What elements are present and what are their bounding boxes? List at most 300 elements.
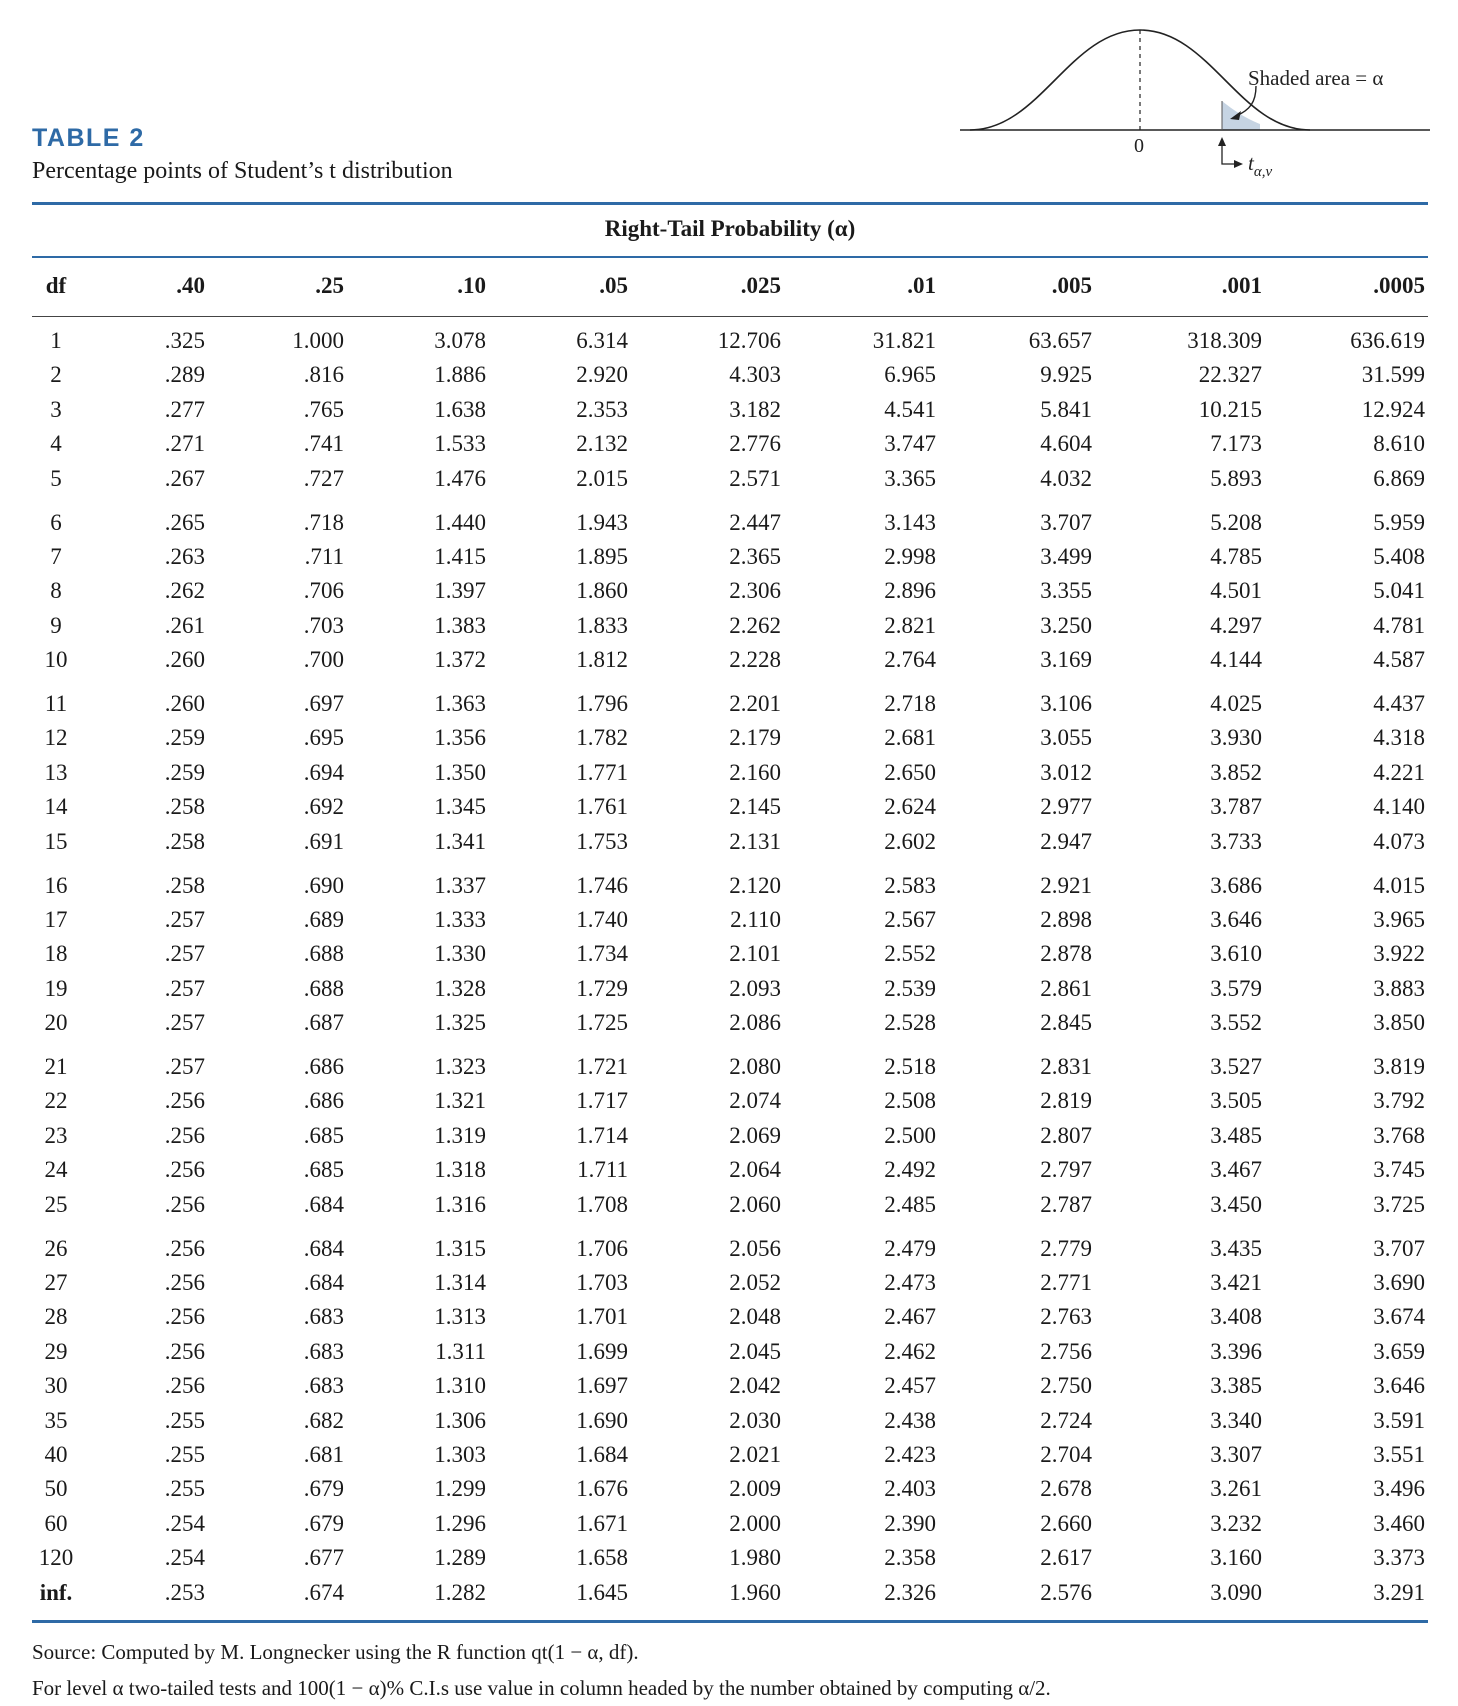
table-cell: 1.699 — [576, 1338, 628, 1364]
table-cell: 4.785 — [1210, 543, 1262, 569]
df-cell: 5 — [50, 465, 62, 491]
table-cell: 1.708 — [576, 1191, 628, 1217]
table-cell: 2.678 — [1040, 1476, 1092, 1502]
table-cell: .718 — [303, 509, 344, 535]
table-cell: 5.959 — [1373, 509, 1425, 535]
table-cell: .258 — [164, 828, 205, 854]
table-cell: 1.740 — [576, 906, 628, 932]
df-cell: 7 — [50, 543, 62, 569]
table-cell: 2.750 — [1040, 1373, 1092, 1399]
df-cell: 16 — [44, 872, 68, 898]
table-cell: .256 — [164, 1269, 205, 1295]
table-cell: .677 — [303, 1545, 344, 1571]
table-cell: .683 — [303, 1304, 344, 1330]
df-cell: 15 — [44, 828, 68, 854]
column-header-alpha: .001 — [1221, 273, 1262, 298]
table-cell: 2.787 — [1040, 1191, 1092, 1217]
table-cell: 3.551 — [1373, 1441, 1425, 1467]
table-cell: 2.009 — [729, 1476, 781, 1502]
table-cell: 1.746 — [576, 872, 628, 898]
table-cell: 2.485 — [884, 1191, 936, 1217]
table-cell: 1.533 — [434, 431, 486, 457]
table-cell: 1.299 — [434, 1476, 486, 1502]
table-cell: .261 — [164, 612, 205, 638]
table-cell: 2.518 — [884, 1054, 936, 1079]
table-cell: 2.763 — [1040, 1304, 1092, 1330]
table-cell: 3.733 — [1210, 828, 1262, 854]
column-header-alpha: .10 — [457, 273, 486, 298]
df-cell: 14 — [44, 794, 68, 820]
table-cell: 3.707 — [1040, 509, 1092, 535]
table-cell: 1.319 — [434, 1122, 486, 1148]
table-cell: 1.833 — [576, 612, 628, 638]
table-cell: 2.101 — [729, 941, 781, 967]
table-cell: 3.450 — [1210, 1191, 1262, 1217]
table-cell: 3.340 — [1210, 1407, 1262, 1433]
table-cell: 2.462 — [884, 1338, 936, 1364]
table-cell: .727 — [303, 465, 344, 491]
table-cell: 1.333 — [434, 906, 486, 932]
table-cell: .256 — [164, 1304, 205, 1330]
table-cell: 1.314 — [434, 1269, 486, 1295]
table-cell: 3.408 — [1210, 1304, 1262, 1330]
table-cell: .258 — [164, 872, 205, 898]
table-cell: .688 — [303, 941, 344, 967]
table-cell: 1.315 — [434, 1235, 486, 1261]
table-cell: 3.922 — [1373, 941, 1425, 967]
table-cell: 4.140 — [1373, 794, 1425, 820]
table-cell: 2.650 — [884, 759, 936, 785]
table-cell: 2.080 — [729, 1054, 781, 1079]
table-cell: .691 — [303, 828, 344, 854]
table-cell: 1.316 — [434, 1191, 486, 1217]
df-cell: 23 — [44, 1122, 68, 1148]
table-cell: 2.030 — [729, 1407, 781, 1433]
df-cell: 19 — [44, 975, 68, 1001]
table-cell: .257 — [164, 941, 205, 967]
table-cell: 3.745 — [1373, 1157, 1425, 1183]
table-cell: 2.896 — [884, 578, 936, 604]
table-cell: 6.965 — [884, 362, 936, 388]
table-cell: .257 — [164, 906, 205, 932]
df-cell: 28 — [44, 1304, 68, 1330]
table-cell: 3.591 — [1373, 1407, 1425, 1433]
table-cell: .706 — [303, 578, 344, 604]
table-cell: 1.350 — [434, 759, 486, 785]
table-cell: 3.610 — [1210, 941, 1262, 967]
table-cell: 1.311 — [435, 1338, 486, 1364]
table-cell: 1.860 — [576, 578, 628, 604]
table-cell: .765 — [303, 396, 344, 422]
table-cell: 2.528 — [884, 1010, 936, 1036]
table-cell: 3.505 — [1210, 1088, 1262, 1114]
table-cell: .254 — [164, 1510, 205, 1536]
table-cell: 1.701 — [576, 1304, 628, 1330]
table-cell: .679 — [303, 1476, 344, 1502]
table-cell: 1.415 — [434, 543, 486, 569]
table-cell: 1.690 — [576, 1407, 628, 1433]
table-cell: 1.337 — [434, 872, 486, 898]
df-cell: 1 — [50, 328, 62, 353]
table-cell: 3.012 — [1040, 759, 1092, 785]
table-cell: 1.325 — [434, 1010, 486, 1036]
table-cell: .260 — [164, 647, 205, 673]
t-alpha-nu-label: tα,ν — [1248, 151, 1273, 180]
table-cell: .684 — [303, 1235, 344, 1261]
table-cell: 9.925 — [1040, 362, 1092, 388]
table-cell: 1.341 — [434, 828, 486, 854]
table-cell: 2.326 — [884, 1579, 936, 1605]
table-cell: .685 — [303, 1122, 344, 1148]
table-cell: 2.500 — [884, 1122, 936, 1148]
column-header-alpha: .005 — [1051, 273, 1092, 298]
right-tail-probability-header: Right-Tail Probability (α) — [604, 216, 856, 241]
table-cell: .257 — [164, 1010, 205, 1036]
table-cell: 2.576 — [1040, 1579, 1092, 1605]
table-cell: 2.093 — [729, 975, 781, 1001]
table-title: TABLE 2 — [32, 124, 145, 152]
table-cell: 3.160 — [1210, 1545, 1262, 1571]
table-cell: 7.173 — [1210, 431, 1262, 457]
table-cell: 3.659 — [1373, 1338, 1425, 1364]
table-cell: 5.841 — [1040, 396, 1092, 422]
table-cell: .688 — [303, 975, 344, 1001]
table-cell: 2.365 — [729, 543, 781, 569]
table-cell: 2.681 — [884, 725, 936, 751]
table-cell: 2.056 — [729, 1235, 781, 1261]
table-cell: 1.717 — [576, 1088, 628, 1114]
table-cell: 3.646 — [1210, 906, 1262, 932]
table-cell: 1.645 — [576, 1579, 628, 1605]
table-cell: 2.583 — [884, 872, 936, 898]
table-cell: .259 — [164, 725, 205, 751]
table-cell: 8.610 — [1373, 431, 1425, 457]
df-cell: 29 — [44, 1338, 68, 1364]
table-cell: 2.624 — [884, 794, 936, 820]
table-cell: 4.541 — [884, 396, 936, 422]
table-cell: 2.045 — [729, 1338, 781, 1364]
table-cell: 3.792 — [1373, 1088, 1425, 1114]
shaded-tail-area — [1222, 101, 1260, 130]
table-cell: 4.297 — [1210, 612, 1262, 638]
df-cell: 17 — [44, 906, 68, 932]
table-cell: 1.960 — [729, 1579, 781, 1605]
table-cell: 3.930 — [1210, 725, 1262, 751]
table-cell: 2.571 — [729, 465, 781, 491]
table-cell: 3.250 — [1040, 612, 1092, 638]
table-cell: 2.704 — [1040, 1441, 1092, 1467]
table-cell: .256 — [164, 1122, 205, 1148]
table-cell: 1.356 — [434, 725, 486, 751]
df-cell: 4 — [50, 431, 62, 457]
table-cell: 4.501 — [1210, 578, 1262, 604]
table-cell: .679 — [303, 1510, 344, 1536]
header-rule — [32, 256, 1428, 258]
table-cell: 3.460 — [1373, 1510, 1425, 1536]
table-cell: 2.797 — [1040, 1157, 1092, 1183]
table-cell: 4.604 — [1040, 431, 1092, 457]
table-cell: .263 — [164, 543, 205, 569]
table-cell: .256 — [164, 1088, 205, 1114]
table-cell: 3.552 — [1210, 1010, 1262, 1036]
table-cell: 2.921 — [1040, 872, 1092, 898]
table-cell: 3.496 — [1373, 1476, 1425, 1502]
df-cell: 12 — [44, 725, 68, 751]
table-cell: 3.768 — [1373, 1122, 1425, 1148]
table-cell: 6.869 — [1373, 465, 1425, 491]
df-cell: 60 — [44, 1510, 68, 1536]
table-cell: .741 — [303, 431, 344, 457]
table-cell: .325 — [164, 328, 205, 353]
table-cell: 2.074 — [729, 1088, 781, 1114]
table-cell: 2.998 — [884, 543, 936, 569]
bottom-rule — [32, 1620, 1428, 1623]
table-cell: .692 — [303, 794, 344, 820]
table-cell: 2.602 — [884, 828, 936, 854]
table-cell: 2.492 — [884, 1157, 936, 1183]
table-cell: 2.086 — [729, 1010, 781, 1036]
table-cell: 1.282 — [434, 1579, 486, 1605]
table-cell: .700 — [303, 647, 344, 673]
table-cell: 1.000 — [292, 328, 344, 353]
table-cell: .260 — [164, 691, 205, 716]
table-cell: 1.345 — [434, 794, 486, 820]
table-cell: 3.646 — [1373, 1373, 1425, 1399]
table-cell: 3.182 — [729, 396, 781, 422]
table-cell: 1.706 — [576, 1235, 628, 1261]
df-cell: 10 — [44, 647, 68, 673]
table-cell: 1.330 — [434, 941, 486, 967]
table-cell: 1.895 — [576, 543, 628, 569]
table-cell: 1.310 — [434, 1373, 486, 1399]
table-cell: 2.403 — [884, 1476, 936, 1502]
table-cell: 1.658 — [576, 1545, 628, 1571]
table-cell: .289 — [164, 362, 205, 388]
table-cell: .683 — [303, 1373, 344, 1399]
table-cell: .695 — [303, 725, 344, 751]
table-cell: 1.796 — [576, 691, 628, 716]
df-cell: 21 — [44, 1054, 68, 1079]
df-cell: 24 — [44, 1157, 68, 1183]
df-cell: 50 — [44, 1476, 68, 1502]
table-cell: 3.106 — [1040, 691, 1092, 716]
table-cell: 2.947 — [1040, 828, 1092, 854]
table-cell: 1.383 — [434, 612, 486, 638]
table-cell: 1.943 — [576, 509, 628, 535]
table-cell: 4.318 — [1373, 725, 1425, 751]
column-header-df: df — [45, 273, 67, 298]
table-cell: 2.042 — [729, 1373, 781, 1399]
table-cell: 2.015 — [576, 465, 628, 491]
table-cell: 1.711 — [577, 1157, 628, 1183]
table-cell: 1.725 — [576, 1010, 628, 1036]
df-cell: 120 — [38, 1545, 74, 1571]
table-cell: 2.776 — [729, 431, 781, 457]
table-cell: 2.539 — [884, 975, 936, 1001]
table-cell: 2.508 — [884, 1088, 936, 1114]
table-cell: 5.408 — [1373, 543, 1425, 569]
table-subtitle: Percentage points of Student’s t distribution — [32, 158, 453, 184]
table-cell: .685 — [303, 1157, 344, 1183]
table-cell: 2.756 — [1040, 1338, 1092, 1364]
table-cell: 1.306 — [434, 1407, 486, 1433]
table-cell: 3.291 — [1373, 1579, 1425, 1605]
table-cell: 1.721 — [576, 1054, 628, 1079]
table-cell: 4.587 — [1373, 647, 1425, 673]
table-cell: 2.021 — [729, 1441, 781, 1467]
table-cell: 3.435 — [1210, 1235, 1262, 1261]
t-value-arrow-right — [1234, 160, 1243, 168]
table-cell: 1.782 — [576, 725, 628, 751]
table-cell: .689 — [303, 906, 344, 932]
df-cell: 9 — [50, 612, 62, 638]
table-cell: 2.358 — [884, 1545, 936, 1571]
table-cell: 3.686 — [1210, 872, 1262, 898]
table-cell: 2.457 — [884, 1373, 936, 1399]
table-cell: .265 — [164, 509, 205, 535]
table-cell: 1.886 — [434, 362, 486, 388]
table-cell: 2.069 — [729, 1122, 781, 1148]
table-cell: 3.467 — [1210, 1157, 1262, 1183]
table-cell: 3.396 — [1210, 1338, 1262, 1364]
table-cell: .255 — [164, 1476, 205, 1502]
table-cell: .703 — [303, 612, 344, 638]
table-cell: .255 — [164, 1407, 205, 1433]
table-cell: 3.143 — [884, 509, 936, 535]
table-cell: 2.467 — [884, 1304, 936, 1330]
df-cell: 22 — [44, 1088, 68, 1114]
table-cell: .267 — [164, 465, 205, 491]
table-cell: 3.819 — [1373, 1054, 1425, 1079]
df-cell: 40 — [44, 1441, 68, 1467]
table-cell: 2.764 — [884, 647, 936, 673]
table-cell: 2.110 — [730, 906, 781, 932]
table-cell: 2.779 — [1040, 1235, 1092, 1261]
table-cell: 4.437 — [1373, 691, 1425, 716]
table-cell: 3.365 — [884, 465, 936, 491]
table-cell: .257 — [164, 975, 205, 1001]
table-cell: 2.977 — [1040, 794, 1092, 820]
df-cell: 13 — [44, 759, 68, 785]
table-cell: 2.845 — [1040, 1010, 1092, 1036]
df-cell: 2 — [50, 362, 62, 388]
table-cell: .681 — [303, 1441, 344, 1467]
table-cell: 1.289 — [434, 1545, 486, 1571]
table-cell: 12.924 — [1361, 396, 1425, 422]
table-cell: 2.000 — [729, 1510, 781, 1536]
table-cell: .257 — [164, 1054, 205, 1079]
table-cell: 3.579 — [1210, 975, 1262, 1001]
table-cell: 2.262 — [729, 612, 781, 638]
table-cell: 2.060 — [729, 1191, 781, 1217]
df-cell: inf. — [39, 1579, 73, 1605]
table-cell: .694 — [303, 759, 344, 785]
table-cell: .256 — [164, 1373, 205, 1399]
t-distribution-diagram — [960, 10, 1430, 190]
table-cell: 1.676 — [576, 1476, 628, 1502]
table-cell: .255 — [164, 1441, 205, 1467]
table-cell: 2.831 — [1040, 1054, 1092, 1079]
table-cell: .277 — [164, 396, 205, 422]
column-header-alpha: .025 — [740, 273, 781, 298]
table-cell: 1.697 — [576, 1373, 628, 1399]
df-cell: 18 — [44, 941, 68, 967]
table-cell: 636.619 — [1350, 328, 1425, 353]
table-cell: .256 — [164, 1191, 205, 1217]
table-cell: 4.073 — [1373, 828, 1425, 854]
table-cell: 2.201 — [729, 691, 781, 716]
table-cell: 2.771 — [1040, 1269, 1092, 1295]
df-cell: 35 — [44, 1407, 68, 1433]
table-cell: 3.965 — [1373, 906, 1425, 932]
table-cell: 1.671 — [576, 1510, 628, 1536]
table-cell: 2.353 — [576, 396, 628, 422]
table-cell: 1.734 — [576, 941, 628, 967]
table-cell: 3.055 — [1040, 725, 1092, 751]
table-cell: 2.306 — [729, 578, 781, 604]
table-cell: 1.638 — [434, 396, 486, 422]
table-cell: 4.144 — [1210, 647, 1262, 673]
table-cell: 3.883 — [1373, 975, 1425, 1001]
table-cell: 3.787 — [1210, 794, 1262, 820]
table-cell: .682 — [303, 1407, 344, 1433]
table-cell: 1.703 — [576, 1269, 628, 1295]
table-cell: 1.476 — [434, 465, 486, 491]
table-cell: 2.390 — [884, 1510, 936, 1536]
table-cell: 3.527 — [1210, 1054, 1262, 1079]
table-cell: 2.052 — [729, 1269, 781, 1295]
table-cell: 1.313 — [434, 1304, 486, 1330]
table-cell: .683 — [303, 1338, 344, 1364]
table-cell: .690 — [303, 872, 344, 898]
table-cell: 2.473 — [884, 1269, 936, 1295]
table-cell: .256 — [164, 1157, 205, 1183]
column-header-alpha: .05 — [599, 273, 628, 298]
df-cell: 3 — [50, 396, 62, 422]
table-cell: .254 — [164, 1545, 205, 1571]
table-cell: 2.552 — [884, 941, 936, 967]
table-cell: 3.232 — [1210, 1510, 1262, 1536]
table-cell: 2.064 — [729, 1157, 781, 1183]
table-cell: 2.479 — [884, 1235, 936, 1261]
table-cell: 1.303 — [434, 1441, 486, 1467]
table-cell: 2.131 — [729, 828, 781, 854]
table-cell: 3.385 — [1210, 1373, 1262, 1399]
table-cell: 4.032 — [1040, 465, 1092, 491]
table-cell: 1.714 — [576, 1122, 628, 1148]
table-cell: 5.208 — [1210, 509, 1262, 535]
table-cell: 1.323 — [434, 1054, 486, 1079]
table-cell: 1.296 — [434, 1510, 486, 1536]
table-cell: 2.048 — [729, 1304, 781, 1330]
table-cell: 4.025 — [1210, 691, 1262, 716]
df-cell: 26 — [44, 1235, 68, 1261]
table-cell: 2.861 — [1040, 975, 1092, 1001]
table-cell: 2.821 — [884, 612, 936, 638]
df-cell: 6 — [50, 509, 62, 535]
table-cell: 2.567 — [884, 906, 936, 932]
table-cell: 3.852 — [1210, 759, 1262, 785]
table-cell: 2.898 — [1040, 906, 1092, 932]
column-header-underline — [32, 316, 1428, 317]
table-cell: 2.878 — [1040, 941, 1092, 967]
column-header-alpha: .0005 — [1373, 273, 1425, 298]
table-cell: .684 — [303, 1191, 344, 1217]
table-cell: 3.090 — [1210, 1579, 1262, 1605]
table-cell: 1.397 — [434, 578, 486, 604]
table-cell: 318.309 — [1187, 328, 1262, 353]
shaded-area-label: Shaded area = α — [1248, 66, 1384, 90]
